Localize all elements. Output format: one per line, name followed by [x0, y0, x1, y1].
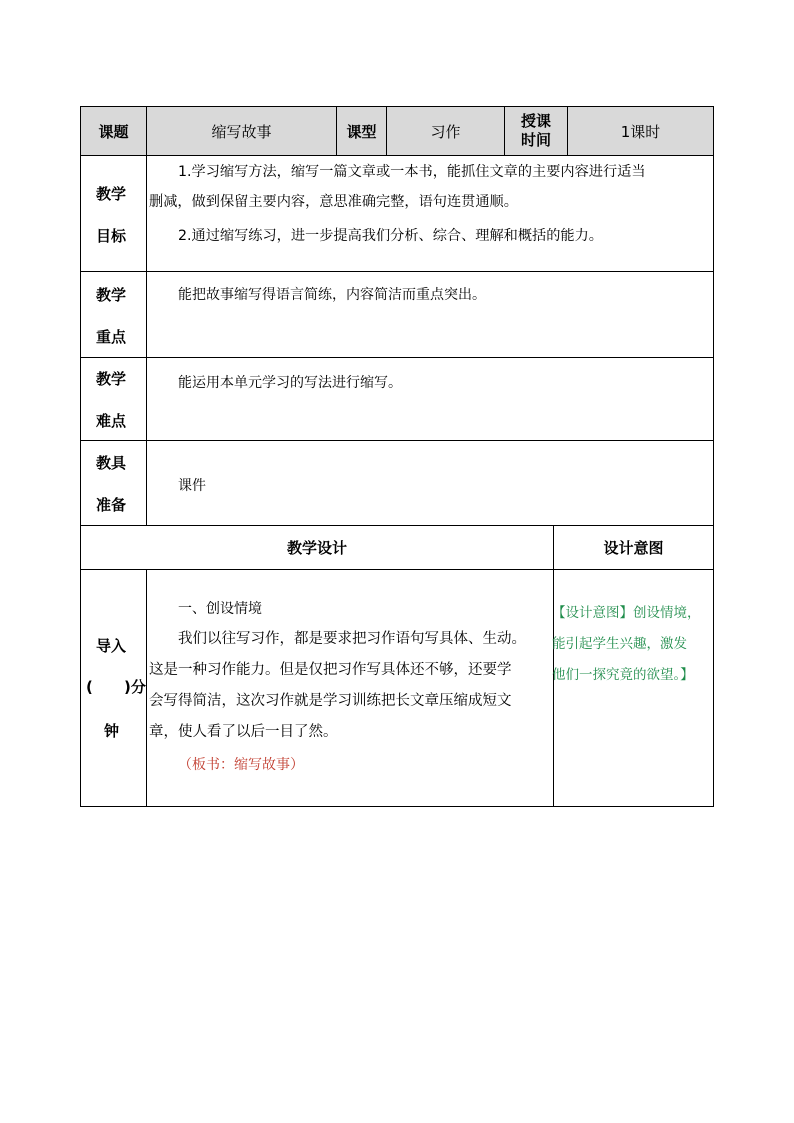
time-label-cell [504, 106, 568, 156]
objective-line-3: 2.通过缩写练习，进一步提高我们分析、综合、理解和概括的能力。 [178, 228, 603, 244]
time-value-cell [567, 106, 714, 156]
difficulties-label-2: 难点 [96, 412, 127, 430]
intro-paragraph-line-3: 会写得简洁，这次习作就是学习训练把长文章压缩成短文 [149, 693, 512, 709]
topic-value-cell [146, 106, 337, 156]
intro-heading: 一、创设情境 [178, 601, 262, 617]
intro-intent-line-2: 能引起学生兴趣，激发 [552, 636, 687, 652]
intro-label-minutes: )分 [124, 678, 146, 696]
intro-label-1: 导入 [96, 637, 127, 655]
intro-board-note: （板书：缩写故事） [178, 757, 304, 773]
materials-label-2: 准备 [96, 496, 127, 514]
objective-line-2: 删减，做到保留主要内容，意思准确完整，语句连贯通顺。 [149, 194, 518, 210]
intro-intent-line-1: 【设计意图】创设情境， [552, 605, 701, 621]
objectives-label-2: 目标 [96, 227, 127, 245]
keypoints-label-1: 教学 [96, 286, 127, 304]
type-label-cell [336, 106, 387, 156]
difficulties-content-cell [146, 357, 714, 441]
difficulties-text: 能运用本单元学习的写法进行缩写。 [178, 375, 402, 391]
type-value-cell [386, 106, 505, 156]
time-label-line-2: 时间 [520, 131, 551, 149]
difficulties-label-1: 教学 [96, 370, 127, 388]
intro-paragraph-line-2: 这是一种习作能力。但是仅把习作写具体还不够，还要学 [149, 662, 512, 678]
materials-content-cell [146, 440, 714, 526]
intro-label-3: 钟 [104, 722, 120, 740]
intent-header-cell [553, 525, 714, 570]
intro-paragraph-line-1: 我们以往写习作，都是要求把习作语句写具体、生动。 [178, 631, 526, 647]
topic-label: 课题 [98, 122, 129, 141]
type-label: 课型 [346, 122, 377, 141]
intro-label-paren-open: ( [86, 678, 93, 696]
objectives-label-cell [80, 155, 147, 272]
materials-text: 课件 [178, 478, 206, 494]
topic-value: 缩写故事 [211, 122, 272, 141]
design-header: 教学设计 [286, 539, 347, 557]
keypoints-label-2: 重点 [96, 328, 127, 346]
type-value: 习作 [430, 122, 461, 141]
time-label-line-1: 授课 [520, 112, 551, 130]
intro-paragraph-line-4: 章，使人看了以后一目了然。 [149, 724, 338, 740]
objectives-label-1: 教学 [96, 185, 127, 203]
intro-intent-line-3: 他们一探究竟的欲望。】 [552, 667, 694, 683]
objective-line-1: 1.学习缩写方法，缩写一篇文章或一本书，能抓住文章的主要内容进行适当 [178, 164, 646, 180]
materials-label-1: 教具 [96, 454, 127, 472]
keypoints-text: 能把故事缩写得语言简练，内容简洁而重点突出。 [178, 287, 486, 303]
intent-header: 设计意图 [603, 539, 664, 557]
time-value: 1课时 [620, 122, 661, 141]
design-header-cell [80, 525, 554, 570]
topic-label-cell [80, 106, 147, 156]
